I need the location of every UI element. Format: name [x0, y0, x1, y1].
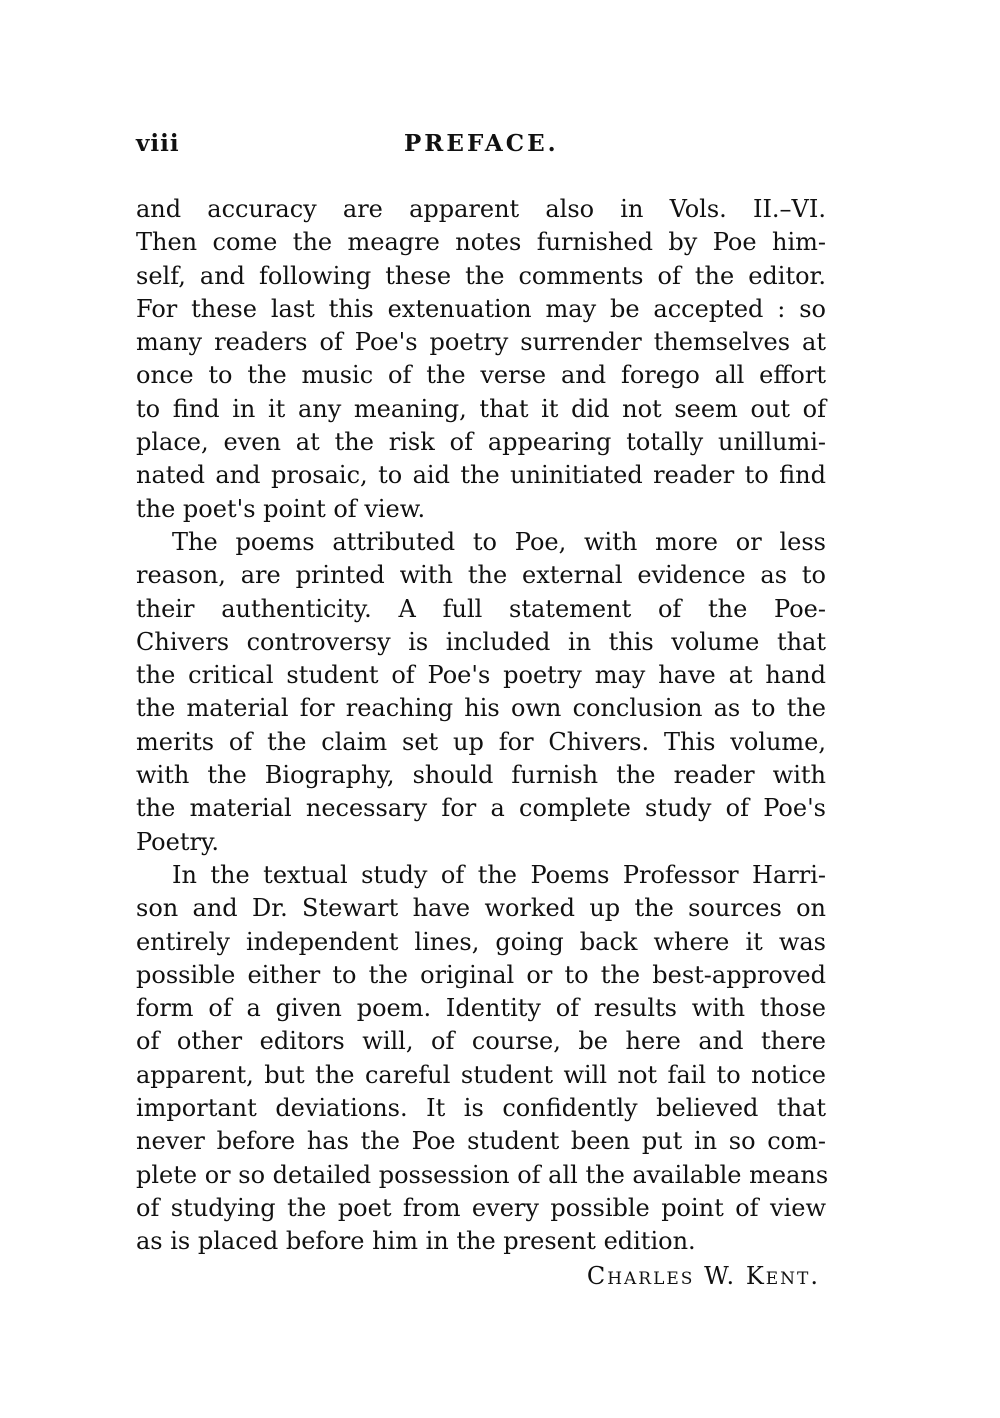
page-number: viii: [136, 130, 180, 157]
text-line: of other editors will, of course, be here and there: [136, 1027, 826, 1056]
page-header: [136, 130, 826, 164]
text-line: merits of the claim set up for Chivers. This volume,: [136, 727, 826, 756]
text-line: the material necessary for a complete study of Poe's: [136, 794, 826, 823]
text-line: many readers of Poe's poetry surrender themselves at: [136, 328, 826, 357]
text-line: Chivers controversy is included in this volume that: [136, 627, 826, 656]
text-line: For these last this extenuation may be accepted : so: [136, 294, 826, 323]
text-line: self, and following these the comments of the editor.: [136, 261, 826, 290]
text-line: never before has the Poe student been put in so com-: [136, 1127, 826, 1156]
text-line: to find in it any meaning, that it did not seem out of: [136, 394, 826, 423]
text-line: the material for reaching his own conclusion as to the: [136, 694, 826, 723]
text-line: reason, are printed with the external evidence as to: [136, 561, 826, 590]
text-line: Poetry.: [136, 827, 219, 856]
text-line: possible either to the original or to the best-approved: [136, 960, 826, 989]
text-line: place, even at the risk of appearing totally unillumi-: [136, 428, 826, 457]
text-line: their authenticity. A full statement of the Poe-: [136, 594, 826, 623]
text-line: apparent, but the careful student will not fail to notice: [136, 1060, 826, 1089]
text-line: Then come the meagre notes furnished by Poe him-: [136, 228, 826, 257]
text-line: the poet's point of view.: [136, 494, 426, 523]
text-line: important deviations. It is confidently believed that: [136, 1094, 826, 1123]
text-line: of studying the poet from every possible point of view: [136, 1193, 826, 1222]
text-line: The poems attributed to Poe, with more or less: [172, 527, 826, 556]
body-text: [136, 193, 829, 1259]
author-signature: Charles W. Kent.: [586, 1262, 820, 1290]
text-line: son and Dr. Stewart have worked up the sources on: [136, 894, 826, 923]
text-line: and accuracy are apparent also in Vols. II.–VI.: [136, 195, 826, 223]
text-line: with the Biography, should furnish the reader with: [136, 761, 826, 790]
text-line: the critical student of Poe's poetry may have at hand: [136, 661, 826, 690]
text-line: as is placed before him in the present edition.: [136, 1227, 696, 1256]
text-line: nated and prosaic, to aid the uninitiated reader to find: [136, 461, 826, 490]
text-line: entirely independent lines, going back where it was: [136, 927, 826, 956]
text-line: In the textual study of the Poems Professor Harri-: [172, 860, 826, 889]
text-line: form of a given poem. Identity of results with those: [136, 994, 826, 1023]
running-title: PREFACE.: [404, 130, 559, 157]
text-line: plete or so detailed possession of all the available means: [136, 1160, 829, 1189]
text-line: once to the music of the verse and forego all effort: [136, 361, 826, 390]
